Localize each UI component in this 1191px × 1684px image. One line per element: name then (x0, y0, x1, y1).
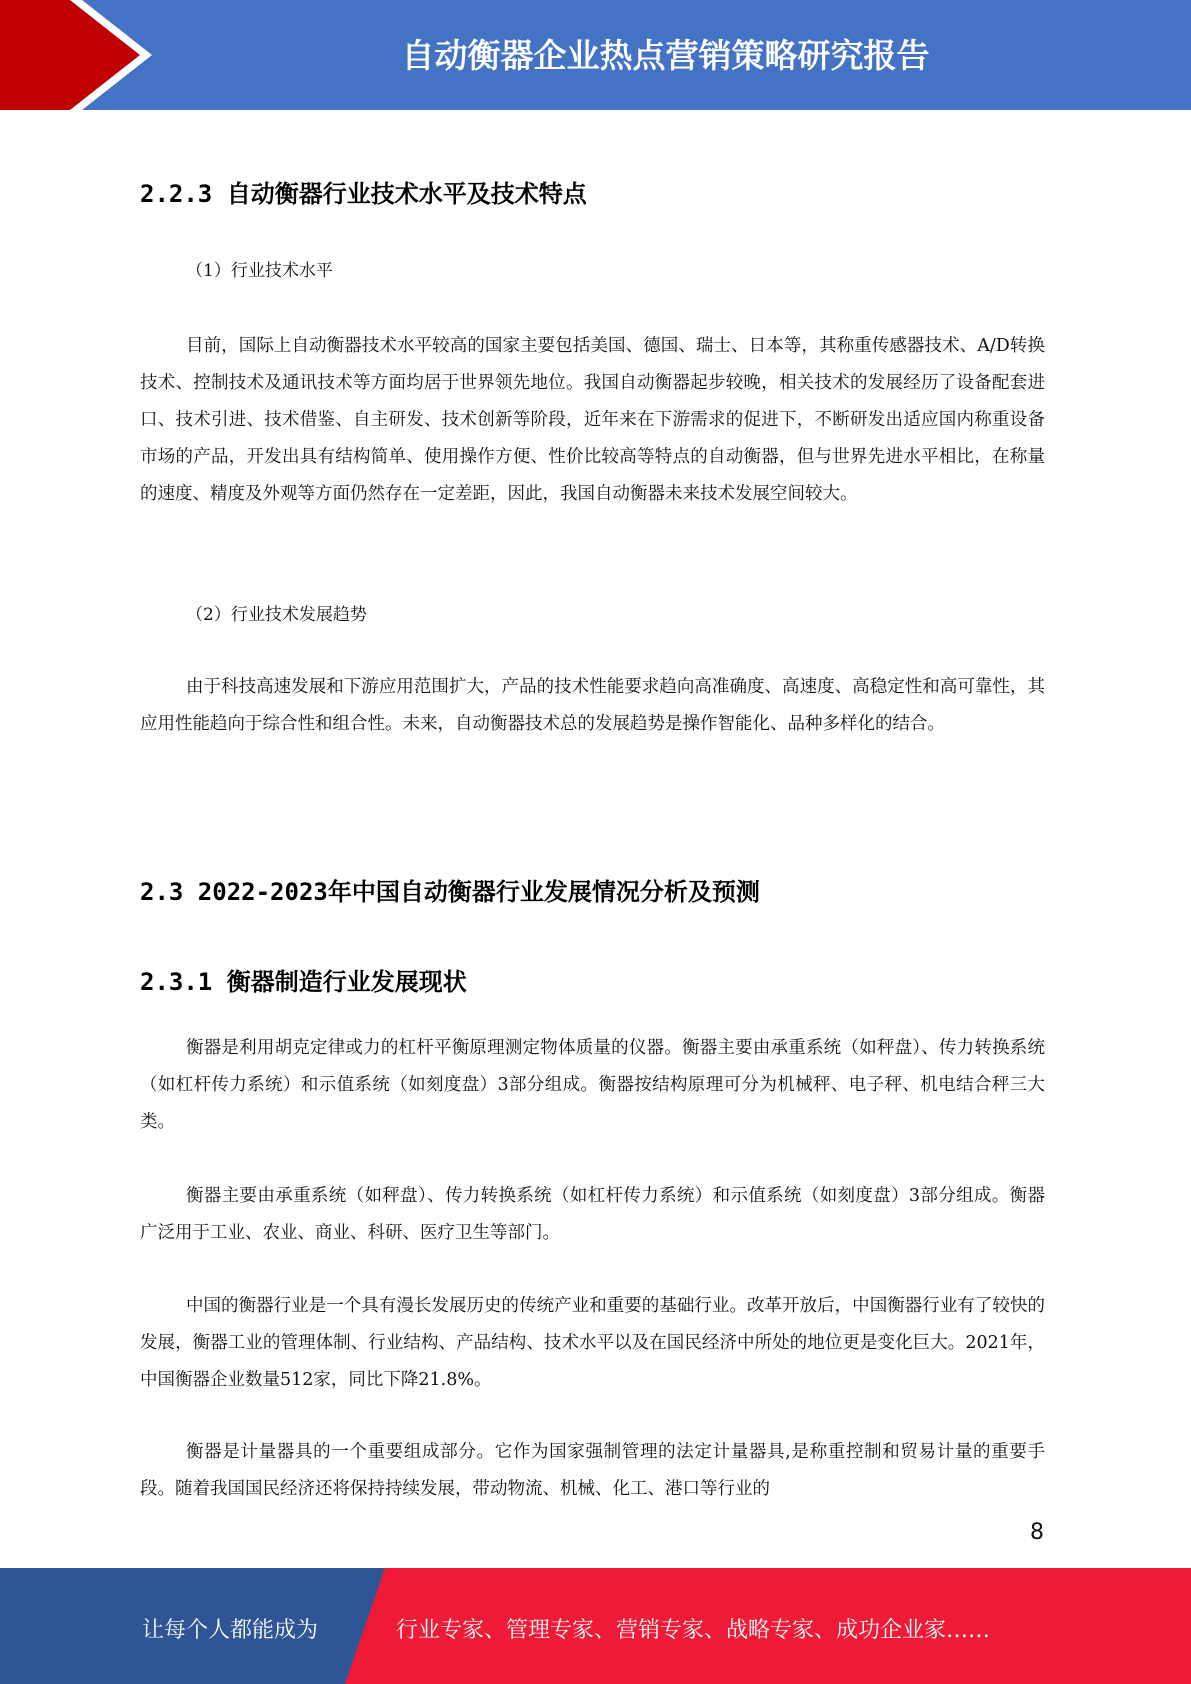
paragraph: 衡器是计量器具的一个重要组成部分。它作为国家强制管理的法定计量器具,是称重控制和贸易计量的重要手段。随着我国国民经济还将保持持续发展，带动物流、机械、化工、港口等行业的 (140, 1442, 1045, 1499)
paragraph: 目前，国际上自动衡器技术水平较高的国家主要包括美国、德国、瑞士、日本等，其称重传感器技术、A/D转换技术、控制技术及通讯技术等方面均居于世界领先地位。我国自动衡器起步较晚，相关技术的发展经历了设备配套进口、技术引进、技术借鉴、自主研发、技术创新等阶段，近年来在下游需求的促进下，不断研发出适应国内称重设备市场的产品，开发出具有结构简单、使用操作方便、性价比较高等特点的自动衡器，但与世界先进水平相比，在称量的速度、精度及外观等方面仍然存在一定差距，因此，我国自动衡器未来技术发展空间较大。 (140, 336, 1045, 504)
page-number: 8 (1030, 1520, 1044, 1545)
paragraph: 中国的衡器行业是一个具有漫长发展历史的传统产业和重要的基础行业。改革开放后，中国衡器行业有了较快的发展，衡器工业的管理体制、行业结构、产品结构、技术水平以及在国民经济中所处的地位更是变化巨大。2021年，中国衡器企业数量512家，同比下降21.8%。 (140, 1296, 1045, 1390)
subheading: （1）行业技术水平 (186, 261, 333, 281)
subheading: （2）行业技术发展趋势 (186, 605, 367, 625)
paragraph: 衡器主要由承重系统（如秤盘）、传力转换系统（如杠杆传力系统）和示值系统（如刻度盘）3部分组成。衡器广泛用于工业、农业、商业、科研、医疗卫生等部门。 (140, 1186, 1045, 1243)
footer-slogan-right: 行业专家、管理专家、营销专家、战略专家、成功企业家…… (396, 1618, 991, 1643)
paragraph: 由于科技高速发展和下游应用范围扩大，产品的技术性能要求趋向高准确度、高速度、高稳定性和高可靠性，其应用性能趋向于综合性和组合性。未来，自动衡器技术总的发展趋势是操作智能化、品种多样化的结合。 (140, 677, 1045, 734)
report-title: 自动衡器企业热点营销策略研究报告 (401, 36, 930, 75)
footer-slogan-left: 让每个人都能成为 (142, 1618, 319, 1643)
section-heading: 2.2.3 自动衡器行业技术水平及技术特点 (140, 180, 587, 208)
section-heading: 2.3 2022-2023年中国自动衡器行业发展情况分析及预测 (140, 878, 760, 906)
page-header (0, 0, 1191, 110)
page-footer (0, 1568, 1191, 1684)
section-heading: 2.3.1 衡器制造行业发展现状 (140, 968, 467, 996)
paragraph: 衡器是利用胡克定律或力的杠杆平衡原理测定物体质量的仪器。衡器主要由承重系统（如秤盘）、传力转换系统（如杠杆传力系统）和示值系统（如刻度盘）3部分组成。衡器按结构原理可分为机械秤、电子秤、机电结合秤三大类。 (140, 1038, 1045, 1132)
